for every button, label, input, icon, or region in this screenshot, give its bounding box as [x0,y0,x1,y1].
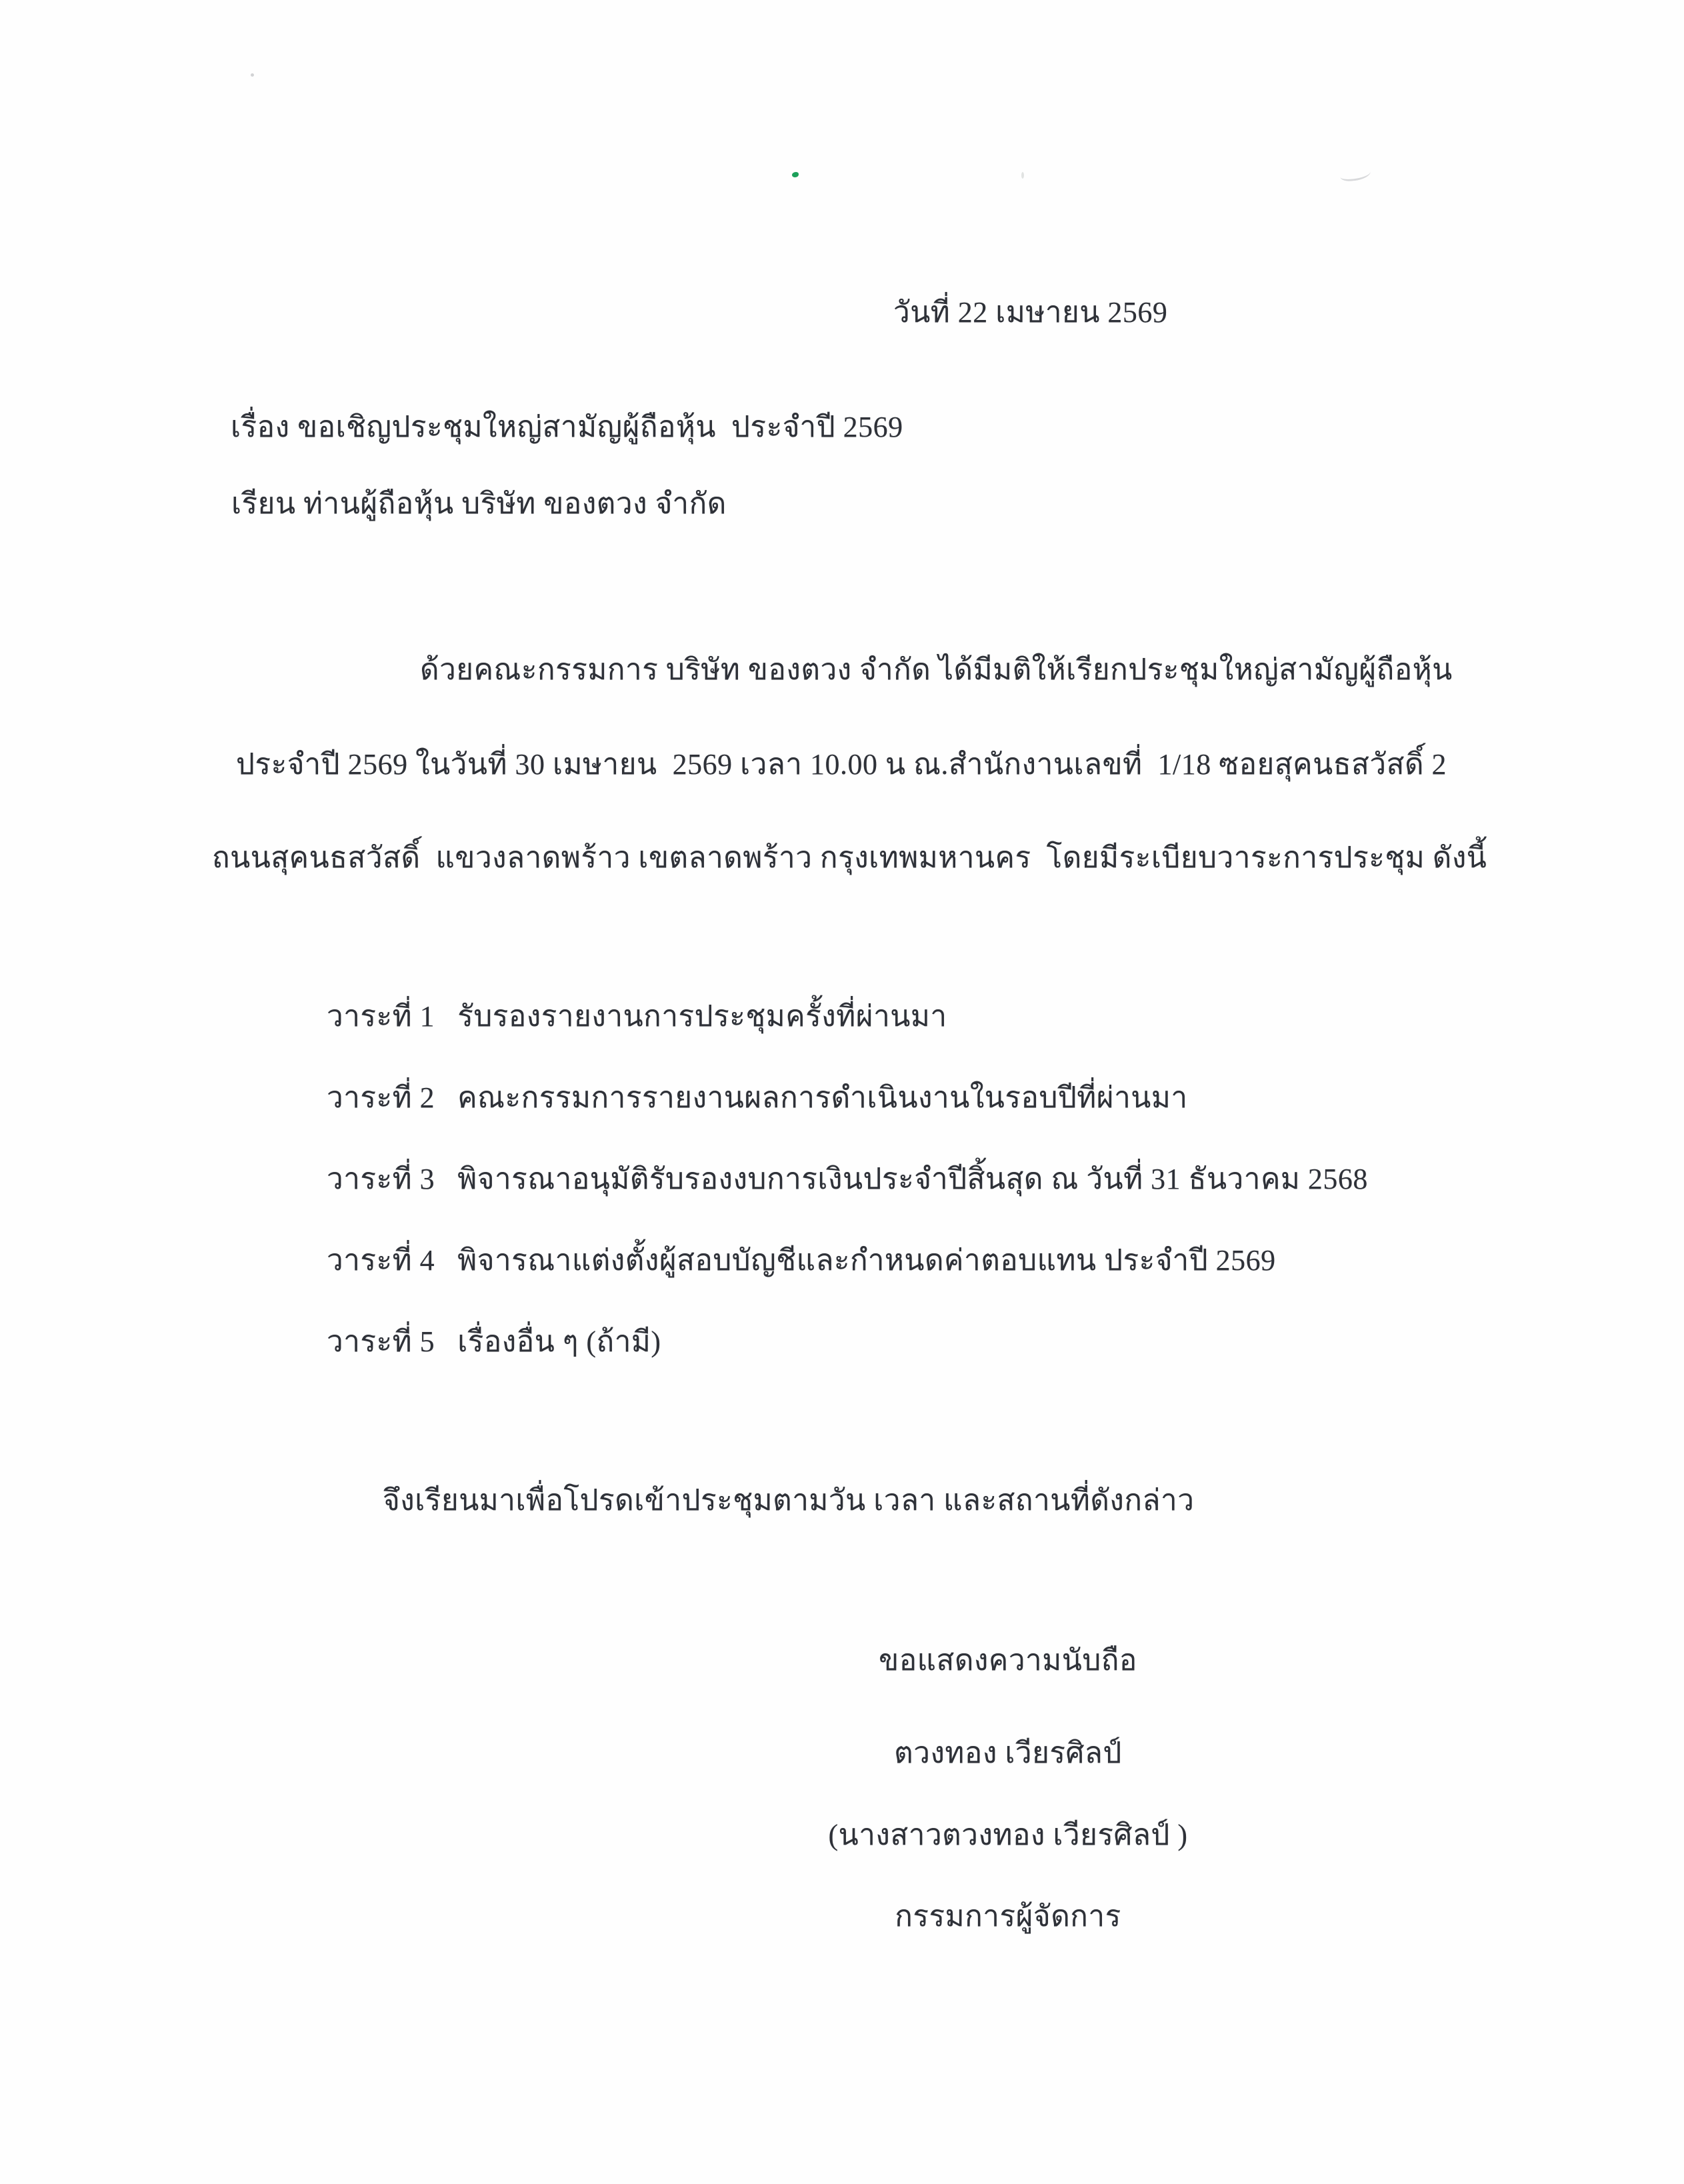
scan-dot [251,73,254,77]
agenda-item-4 [327,1241,1276,1279]
signature-block [675,1641,1341,1935]
signature-salutation: ขอแสดงความนับถือ [879,1644,1137,1677]
agenda-item-label: วาระที่ 2 [327,1081,435,1114]
body-paragraph-line: ถนนสุคนธสวัสดิ์ แขวงลาดพร้าว เขตลาดพร้าว กรุงเทพมหานคร โดยมีระเบียบวาระการประชุม ดังนี้ [212,841,1487,874]
agenda-item-1 [327,997,947,1035]
agenda-item-5 [327,1323,661,1361]
signature-name-parentheses: (นางสาวตวงทอง เวียรศิลป์ ) [828,1819,1188,1852]
agenda-item-text: พิจารณาอนุมัติรับรองงบการเงินประจำปีสิ้นสุด ณ วันที่ 31 ธันวาคม 2568 [457,1163,1368,1195]
body-paragraph-line: ด้วยคณะกรรมการ บริษัท ของตวง จำกัด ได้มีมติให้เรียกประชุมใหญ่สามัญผู้ถือหุ้น [420,653,1453,686]
scan-dot [1021,172,1024,179]
agenda-item-text: เรื่องอื่น ๆ (ถ้ามี) [457,1325,661,1358]
agenda-item-label: วาระที่ 5 [327,1325,435,1358]
agenda-item-label: วาระที่ 1 [327,1000,435,1033]
subject-line: เรื่อง ขอเชิญประชุมใหญ่สามัญผู้ถือหุ้น ประจำปี 2569 [231,411,903,443]
date-line: วันที่ 22 เมษายน 2569 [893,296,1168,329]
body-paragraph-line: ประจำปี 2569 ในวันที่ 30 เมษายน 2569 เวลา 10.00 น ณ.สำนักงานเลขที่ 1/18 ซอยสุคนธสวัสดิ์ 2 [236,748,1447,781]
recipient-line: เรียน ท่านผู้ถือหุ้น บริษัท ของตวง จำกัด [231,487,727,520]
agenda-item-text: รับรองรายงานการประชุมครั้งที่ผ่านมา [457,1000,947,1033]
scan-smudge [1339,167,1371,183]
agenda-item-3 [327,1160,1368,1198]
green-ink-speck [792,172,799,177]
signature-name: ตวงทอง เวียรศิลป์ [894,1737,1122,1770]
agenda-item-label: วาระที่ 4 [327,1244,435,1277]
agenda-item-text: พิจารณาแต่งตั้งผู้สอบบัญชีและกำหนดค่าตอบแทน ประจำปี 2569 [457,1244,1276,1277]
signature-position-title: กรรมการผู้จัดการ [895,1899,1121,1933]
agenda-item-2 [327,1079,1188,1117]
closing-line: จึงเรียนมาเพื่อโปรดเข้าประชุมตามวัน เวลา และสถานที่ดังกล่าว [383,1484,1195,1517]
agenda-item-text: คณะกรรมการรายงานผลการดำเนินงานในรอบปีที่ผ่านมา [457,1081,1188,1114]
agenda-item-label: วาระที่ 3 [327,1163,435,1195]
